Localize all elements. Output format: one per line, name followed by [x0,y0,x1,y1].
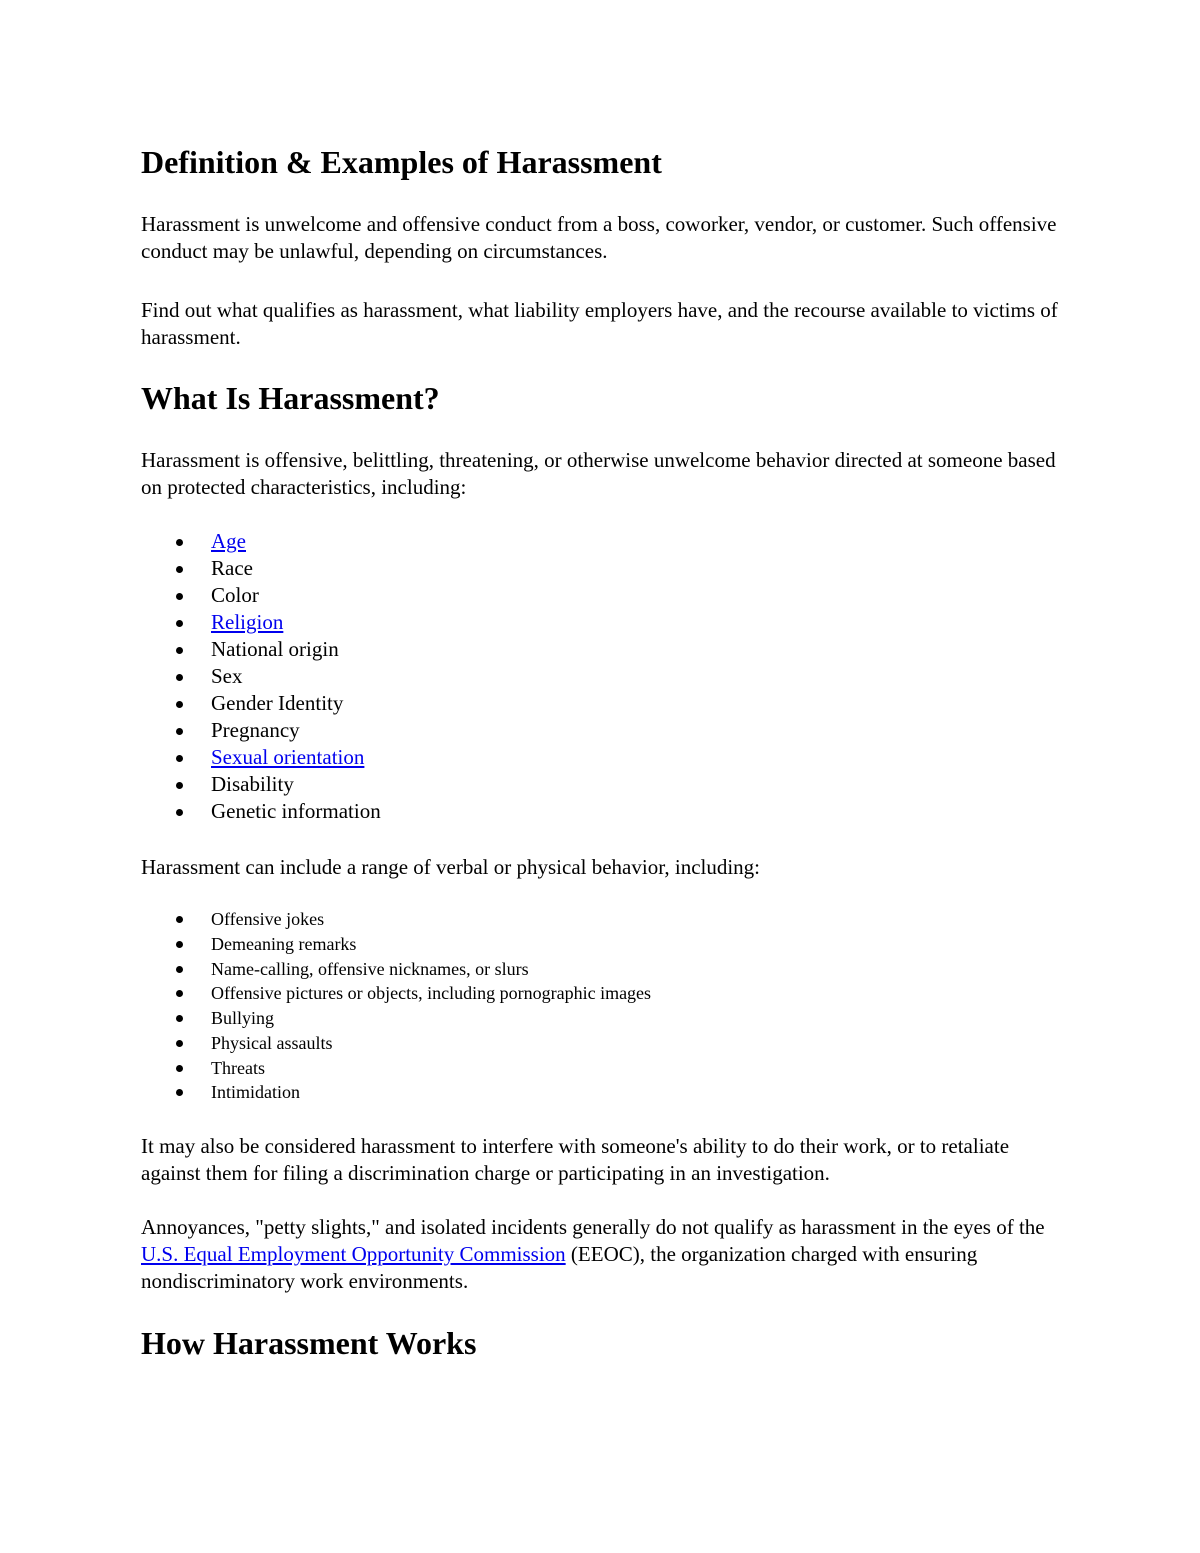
list-item [141,957,651,982]
list-item-text: Gender Identity [211,691,344,715]
protected-characteristics-list [141,528,381,825]
age-link[interactable]: Age [211,529,246,553]
list-item-text: Pregnancy [211,718,300,742]
list-item-text: Color [211,583,259,607]
list-item [141,663,381,690]
list-item [141,1031,651,1056]
intro-paragraph-2: Find out what qualifies as harassment, what liability employers have, and the recourse available to victims of harassment. [141,298,1058,349]
list-item-text: Disability [211,772,294,796]
list-item[interactable] [141,744,381,771]
intro-paragraph-1: Harassment is unwelcome and offensive conduct from a boss, coworker, vendor, or customer. Such offensive conduct may be unlawful, depending on circumstances. [141,212,1057,263]
list-item-text: National origin [211,637,339,661]
harassment-definition-paragraph: Harassment is offensive, belittling, threatening, or otherwise unwelcome behavior directed at someone based on protected characteristics, including: [141,448,1056,499]
list-item-text: Physical assaults [211,1032,333,1053]
list-item-text: Bullying [211,1008,275,1028]
list-item-text: Sex [211,664,243,688]
list-item [141,932,651,957]
section-heading-what-is-harassment: What Is Harassment? [141,380,440,416]
section-heading-how-harassment-works: How Harassment Works [141,1325,477,1361]
list-item [141,907,651,932]
eeoc-paragraph-text-after: (EEOC), the organization charged with ensuring nondiscriminatory work environments. [141,1242,978,1293]
eeoc-paragraph [141,1214,1066,1295]
list-item [141,636,381,663]
eeoc-paragraph-text-before: Annoyances, "petty slights," and isolated incidents generally do not qualify as harassment in the eyes of the [141,1215,1045,1239]
harassing-behaviors-list [141,907,651,1105]
list-item[interactable] [141,528,381,555]
list-item [141,981,651,1006]
list-item-text: Genetic information [211,799,381,823]
list-item [141,555,381,582]
list-item-text: Offensive jokes [211,909,325,929]
behavior-lead-paragraph: Harassment can include a range of verbal or physical behavior, including: [141,855,761,879]
list-item-text: Demeaning remarks [211,933,357,954]
eeoc-link[interactable]: U.S. Equal Employment Opportunity Commission [141,1242,566,1266]
page-title: Definition & Examples of Harassment [141,144,662,180]
list-item [141,1006,651,1031]
list-item-text: Race [211,556,253,580]
list-item [141,690,381,717]
list-item [141,798,381,825]
list-item-text: Name-calling, offensive nicknames, or slurs [211,958,529,979]
interference-paragraph: It may also be considered harassment to interfere with someone's ability to do their work, or to retaliate against them for filing a discrimination charge or participating in an investigation. [141,1134,1010,1185]
list-item [141,582,381,609]
list-item-text: Threats [211,1057,265,1078]
list-item [141,771,381,798]
list-item [141,1056,651,1081]
list-item-text: Intimidation [211,1082,300,1103]
list-item-text: Offensive pictures or objects, including pornographic images [211,983,652,1004]
list-item[interactable] [141,609,381,636]
list-item [141,717,381,744]
sexual-orientation-link[interactable]: Sexual orientation [211,745,365,769]
religion-link[interactable]: Religion [211,610,284,634]
list-item [141,1080,651,1105]
